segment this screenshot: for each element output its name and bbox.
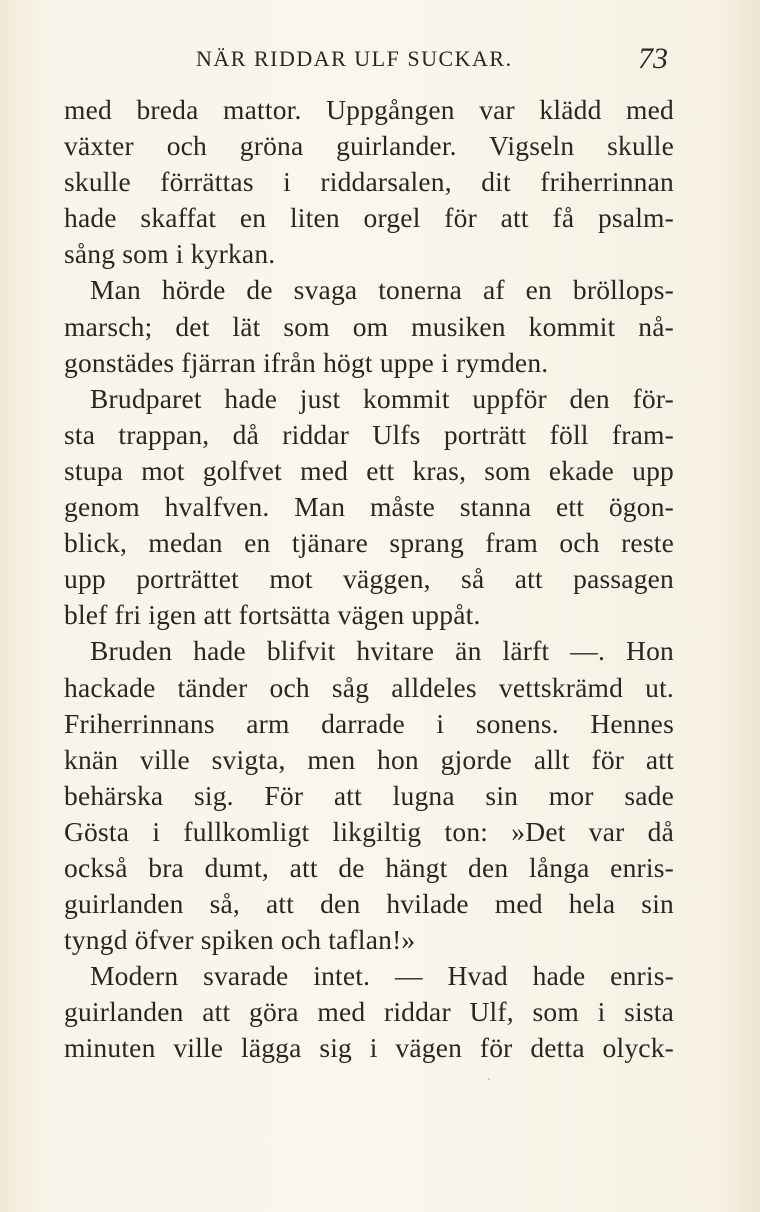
body-text <box>64 92 674 1067</box>
text-line: sång som i kyrkan. <box>64 238 276 270</box>
text-line: behärska sig. För att lugna sin mor sade <box>64 779 674 811</box>
text-line: skulle förrättas i riddarsalen, dit friherrinnan <box>64 166 674 198</box>
page-number: 73 <box>638 42 668 75</box>
text-line: gonstädes fjärran ifrån högt uppe i rymden. <box>64 346 549 378</box>
running-title: NÄR RIDDAR ULF SUCKAR. <box>196 46 513 71</box>
text-line: Brudparet hade just kommit uppför den för- <box>90 382 674 414</box>
text-line: Bruden hade blifvit hvitare än lärft —. Hon <box>90 635 674 667</box>
text-line: Gösta i fullkomligt likgiltig ton: »Det var då <box>64 815 674 847</box>
text-line: tyngd öfver spiken och taflan!» <box>64 924 416 956</box>
text-line: stupa mot golfvet med ett kras, som ekade upp <box>64 454 674 486</box>
paper-speck <box>488 1078 490 1080</box>
text-line: Man hörde de svaga tonerna af en bröllops- <box>90 274 674 306</box>
text-line: knän ville svigta, men hon gjorde allt för att <box>64 743 674 775</box>
text-line: guirlanden att göra med riddar Ulf, som i sista <box>64 996 674 1028</box>
text-line: minuten ville lägga sig i vägen för detta olyck- <box>64 1032 674 1064</box>
text-line: Friherrinnans arm darrade i sonens. Hennes <box>64 707 674 739</box>
text-line: genom hvalfven. Man måste stanna ett ögon- <box>64 491 674 523</box>
text-line: växter och gröna guirlander. Vigseln skulle <box>64 130 674 162</box>
text-line: blick, medan en tjänare sprang fram och reste <box>64 527 674 559</box>
text-line: blef fri igen att fortsätta vägen uppåt. <box>64 599 481 631</box>
text-line: sta trappan, då riddar Ulfs porträtt föll fram- <box>64 418 674 450</box>
text-line: hade skaffat en liten orgel för att få psalm- <box>64 202 674 234</box>
text-line: hackade tänder och såg alldeles vettskrämd ut. <box>64 671 674 703</box>
text-line: också bra dumt, att de hängt den långa enris- <box>64 851 674 883</box>
text-line: Modern svarade intet. — Hvad hade enris- <box>90 960 674 992</box>
text-line: med breda mattor. Uppgången var klädd med <box>64 94 674 125</box>
text-line: upp porträttet mot väggen, så att passagen <box>64 563 674 595</box>
text-line: guirlanden så, att den hvilade med hela sin <box>64 888 674 920</box>
text-line: marsch; det lät som om musiken kommit nå- <box>64 310 674 342</box>
running-head <box>196 40 686 80</box>
